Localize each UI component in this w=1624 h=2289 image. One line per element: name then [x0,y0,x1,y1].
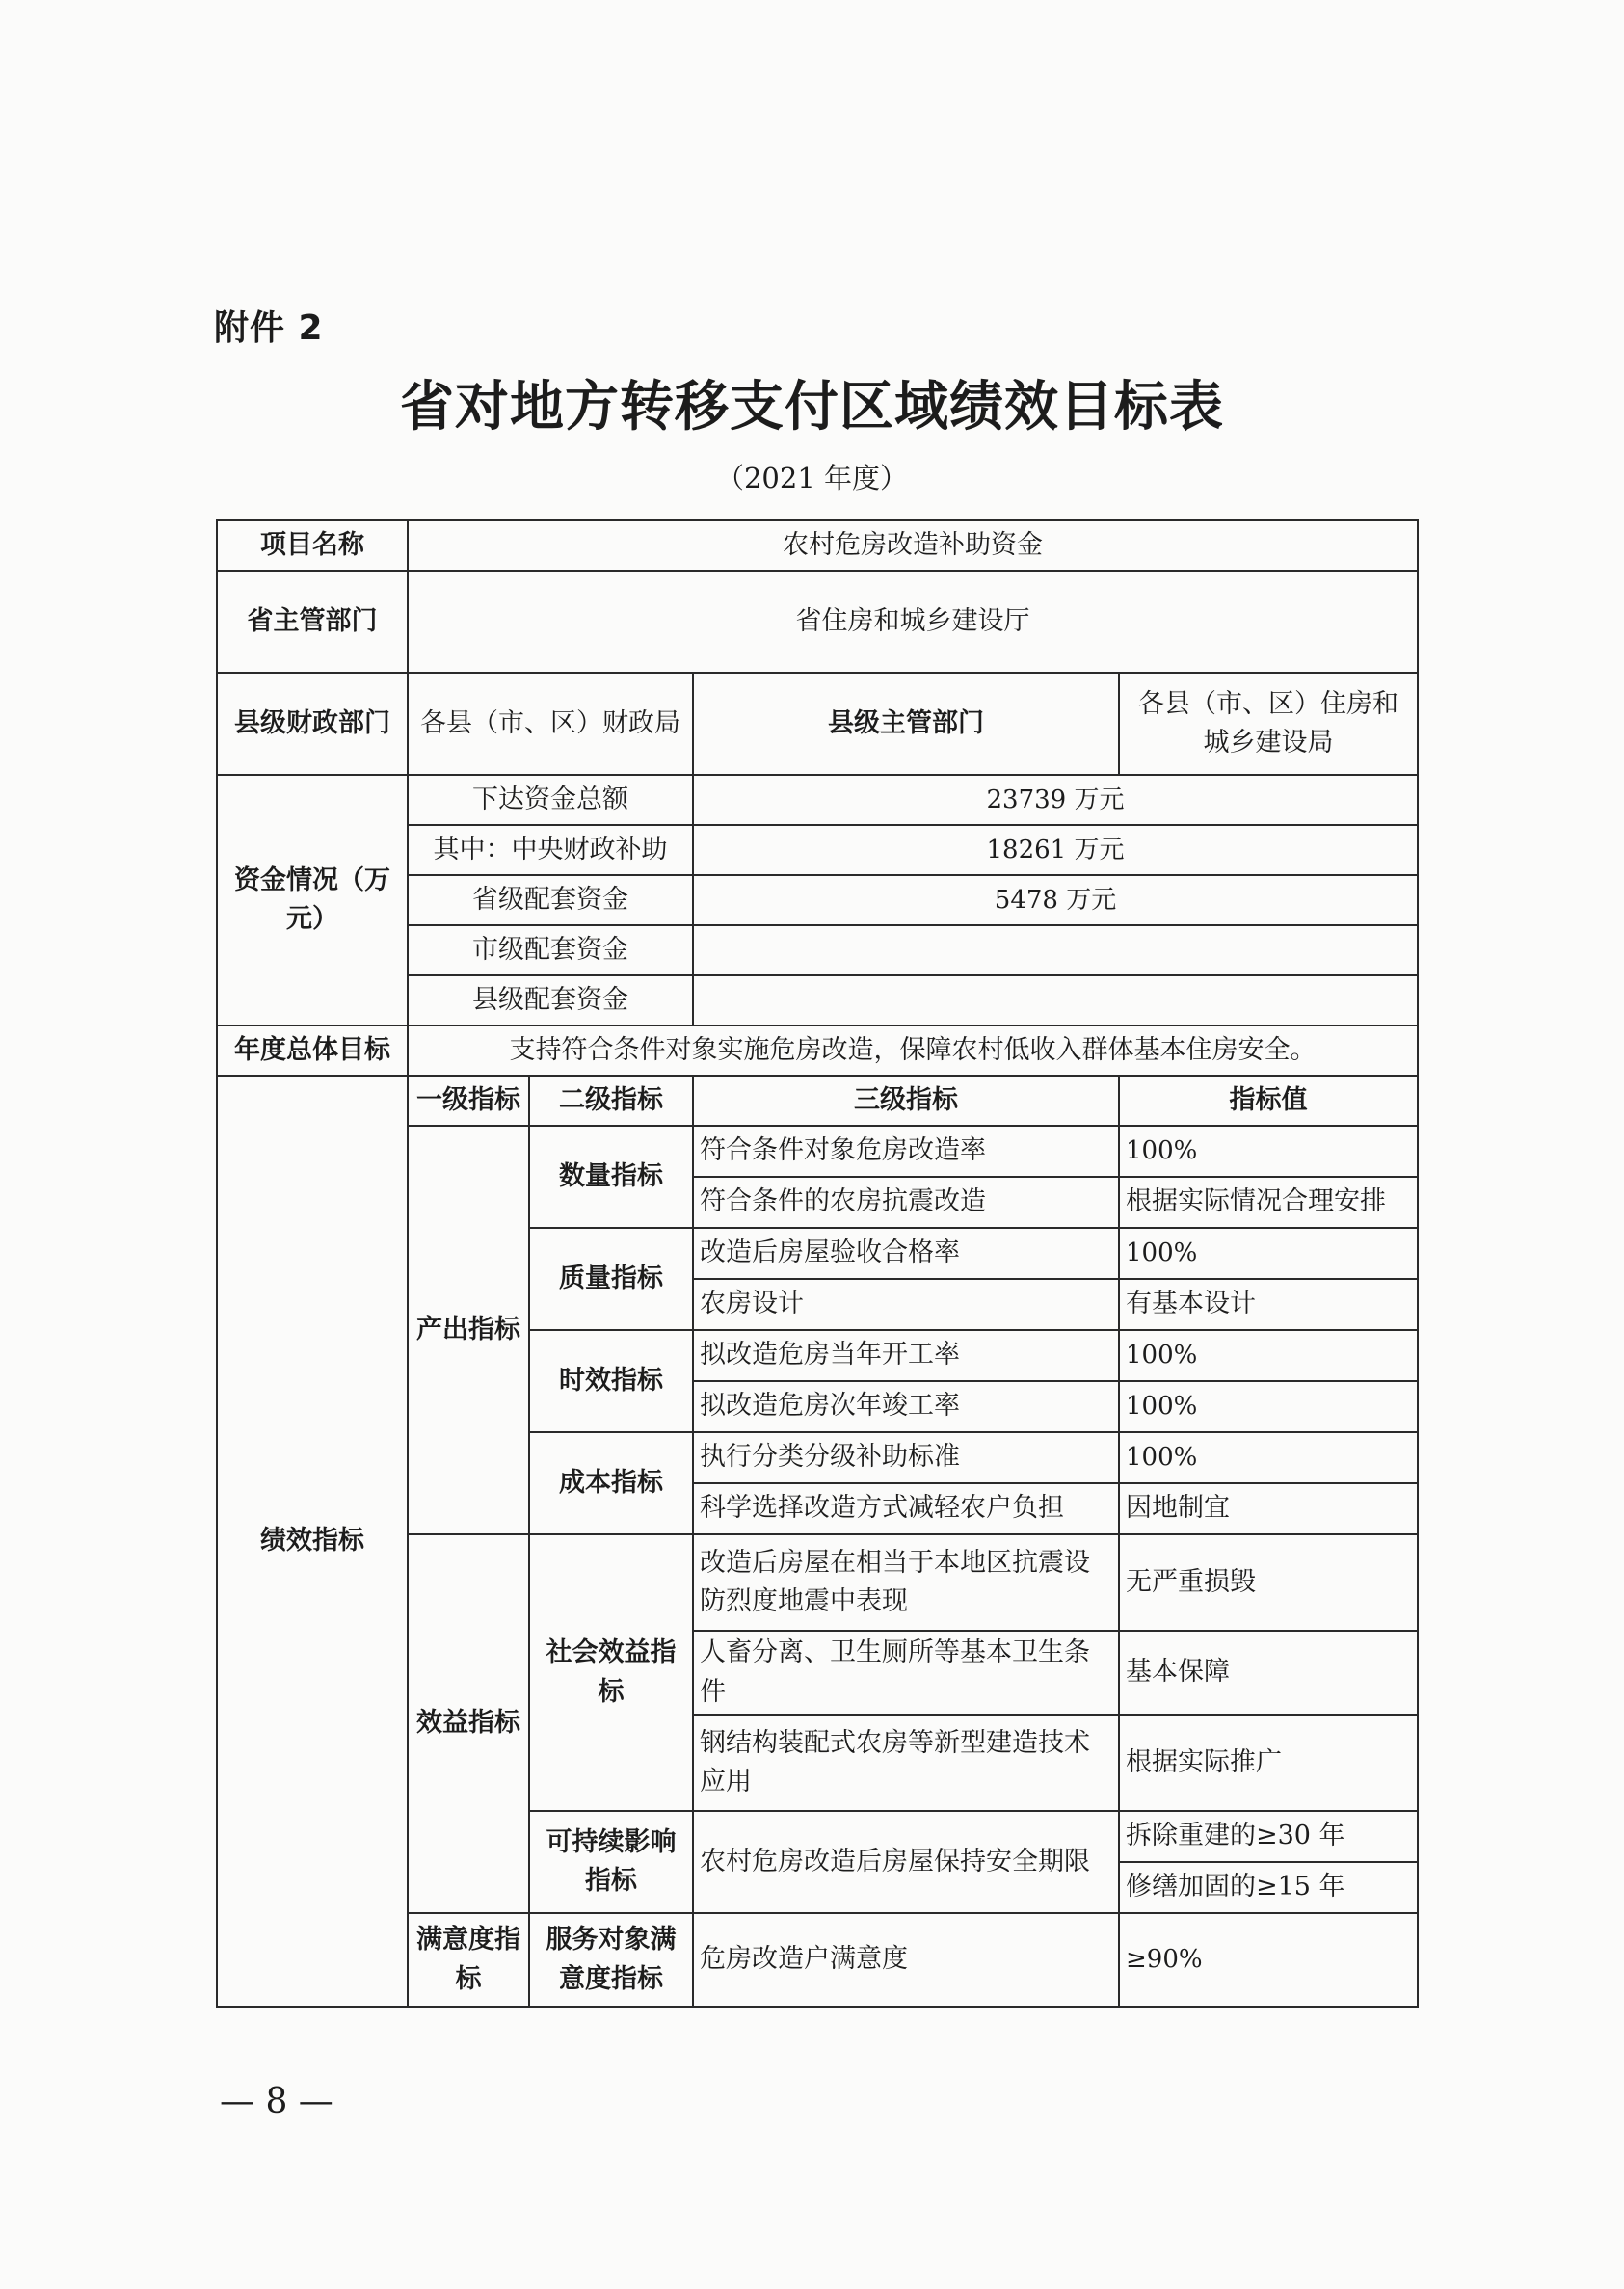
indicator-value: 100% [1119,1432,1418,1483]
indicator-value: 无严重损毁 [1119,1534,1418,1631]
indicator-name: 人畜分离、卫生厕所等基本卫生条件 [693,1631,1119,1715]
county-dept-label: 县级主管部门 [693,673,1119,775]
indicator-name: 改造后房屋验收合格率 [693,1228,1119,1279]
funds-label: 资金情况（万元） [217,775,408,1025]
indicator-value: 基本保障 [1119,1631,1418,1715]
annual-goal-label: 年度总体目标 [217,1025,408,1076]
page-number: — 8 — [220,2082,333,2121]
social-benefit-label: 社会效益指标 [529,1534,693,1811]
indicator-value: 100% [1119,1228,1418,1279]
benefit-label: 效益指标 [408,1534,529,1913]
funds-row-value [693,925,1418,975]
funds-row-label: 下达资金总额 [408,775,693,825]
funds-row-label: 省级配套资金 [408,875,693,925]
indicator-value: 100% [1119,1330,1418,1381]
performance-table [216,519,1419,2008]
col-header-level2: 二级指标 [529,1076,693,1126]
indicator-name: 农房设计 [693,1279,1119,1330]
satisfaction-label: 满意度指标 [408,1913,529,2007]
indicator-value: 100% [1119,1126,1418,1177]
output-label: 产出指标 [408,1126,529,1534]
funds-row-label: 其中：中央财政补助 [408,825,693,875]
col-header-level3: 三级指标 [693,1076,1119,1126]
indicator-name: 科学选择改造方式减轻农户负担 [693,1483,1119,1534]
indicator-name: 拟改造危房当年开工率 [693,1330,1119,1381]
funds-row-value: 5478 万元 [693,875,1418,925]
col-header-value: 指标值 [1119,1076,1418,1126]
funds-row-value [693,975,1418,1025]
funds-row-value: 23739 万元 [693,775,1418,825]
indicator-value: 拆除重建的≥30 年 [1119,1811,1418,1862]
indicator-value: 修缮加固的≥15 年 [1119,1862,1418,1913]
indicator-name: 农村危房改造后房屋保持安全期限 [693,1811,1119,1913]
indicator-name: 改造后房屋在相当于本地区抗震设防烈度地震中表现 [693,1534,1119,1631]
indicator-value: 根据实际情况合理安排 [1119,1177,1418,1228]
annual-goal: 支持符合条件对象实施危房改造，保障农村低收入群体基本住房安全。 [408,1025,1418,1076]
indicator-value: 100% [1119,1381,1418,1432]
county-finance-label: 县级财政部门 [217,673,408,775]
indicator-value: 因地制宜 [1119,1483,1418,1534]
funds-row-label: 县级配套资金 [408,975,693,1025]
indicator-value: 根据实际推广 [1119,1715,1418,1811]
group-name: 质量指标 [529,1228,693,1330]
indicator-name: 拟改造危房次年竣工率 [693,1381,1119,1432]
satisfaction-group: 服务对象满意度指标 [529,1913,693,2007]
col-header-level1: 一级指标 [408,1076,529,1126]
perf-label: 绩效指标 [217,1076,408,2007]
indicator-name: 钢结构装配式农房等新型建造技术应用 [693,1715,1119,1811]
funds-row-value: 18261 万元 [693,825,1418,875]
group-name: 数量指标 [529,1126,693,1228]
page-title: 省对地方转移支付区域绩效目标表 [400,375,1224,439]
indicator-value: ≥90% [1119,1913,1418,2007]
sustain-label: 可持续影响指标 [529,1811,693,1913]
year-label: （2021 年度） [715,462,909,494]
county-dept: 各县（市、区）住房和城乡建设局 [1119,673,1418,775]
indicator-name: 符合条件的农房抗震改造 [693,1177,1119,1228]
provincial-dept-label: 省主管部门 [217,571,408,673]
indicator-name: 符合条件对象危房改造率 [693,1126,1119,1177]
indicator-name: 执行分类分级补助标准 [693,1432,1119,1483]
indicator-name: 危房改造户满意度 [693,1913,1119,2007]
indicator-value: 有基本设计 [1119,1279,1418,1330]
provincial-dept: 省住房和城乡建设厅 [408,571,1418,673]
attachment-label: 附件 2 [214,308,324,348]
project-name-label: 项目名称 [217,520,408,571]
project-name: 农村危房改造补助资金 [408,520,1418,571]
funds-row-label: 市级配套资金 [408,925,693,975]
group-name: 成本指标 [529,1432,693,1534]
group-name: 时效指标 [529,1330,693,1432]
county-finance: 各县（市、区）财政局 [408,673,693,775]
